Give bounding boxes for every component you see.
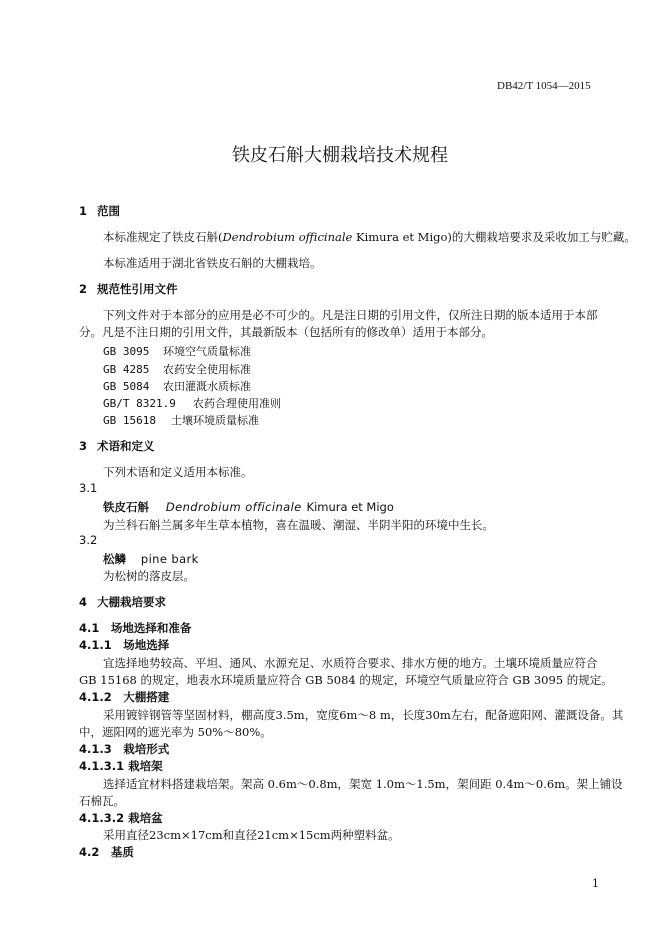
subsection-4-1-2-line-1: 采用镀锌钢管等坚固材料，棚高度3.5m，宽度6m～8 m，长度30m左右，配备遮阳网、灌溉设备。其 <box>103 708 624 722</box>
section-1-paragraph-1: 本标准规定了铁皮石斛(Dendrobium officinale Kimura et Migo)的大棚栽培要求及采收加工与贮藏。 <box>103 230 636 244</box>
subsection-4-1-3-1-line-2: 石棉瓦。 <box>79 794 125 808</box>
subsection-4-1-3-2-line-1: 采用直径23cm×17cm和直径21cm×15cm两种塑料盆。 <box>103 828 400 842</box>
doc-number: DB42/T 1054—2015 <box>497 80 591 92</box>
reference-item: GB 4285 农药安全使用标准 <box>103 363 251 376</box>
term-3-1-title: 铁皮石斛 Dendrobium officinale Kimura et Migo <box>103 500 394 514</box>
reference-item: GB 3095 环境空气质量标准 <box>103 345 251 358</box>
reference-item: GB 15618 土壤环境质量标准 <box>103 414 259 427</box>
term-3-1-number: 3.1 <box>79 481 98 495</box>
term-3-2-definition: 为松树的落皮层。 <box>103 569 195 583</box>
section-2-paragraph-line-2: 分。凡是不注日期的引用文件，其最新版本（包括所有的修改单）适用于本部分。 <box>79 325 493 339</box>
subsection-4-1-3-heading: 4.1.3 栽培形式 <box>79 742 170 756</box>
page-number: 1 <box>592 877 599 890</box>
section-1-heading: 1 范围 <box>79 204 120 218</box>
term-3-1-definition: 为兰科石斛兰属多年生草本植物，喜在温暖、潮湿、半阴半阳的环境中生长。 <box>103 518 494 532</box>
section-4-heading: 4 大棚栽培要求 <box>79 595 166 609</box>
section-2-paragraph-line-1: 下列文件对于本部分的应用是必不可少的。凡是注日期的引用文件，仅所注日期的版本适用于本部 <box>103 308 598 322</box>
subsection-4-1-2-heading: 4.1.2 大棚搭建 <box>79 690 170 704</box>
section-3-heading: 3 术语和定义 <box>79 439 155 453</box>
subsection-4-1-3-2-heading: 4.1.3.2 栽培盆 <box>79 811 163 825</box>
term-3-2-number: 3.2 <box>79 533 98 547</box>
subsection-4-1-2-line-2: 中，遮阳网的遮光率为 50%～80%。 <box>79 725 272 739</box>
reference-item: GB 5084 农田灌溉水质标准 <box>103 380 251 393</box>
section-2-heading: 2 规范性引用文件 <box>79 282 178 296</box>
subsection-4-1-1-line-1: 宜选择地势较高、平坦、通风、水源充足、水质符合要求、排水方便的地方。土壤环境质量应符合 <box>103 656 598 670</box>
section-1-paragraph-2: 本标准适用于湖北省铁皮石斛的大棚栽培。 <box>103 256 322 270</box>
section-3-intro: 下列术语和定义适用本标准。 <box>103 465 253 479</box>
subsection-4-2-heading: 4.2 基质 <box>79 845 134 859</box>
reference-item: GB/T 8321.9 农药合理使用准则 <box>103 397 281 410</box>
page-title: 铁皮石斛大棚栽培技术规程 <box>232 145 448 166</box>
subsection-4-1-1-heading: 4.1.1 场地选择 <box>79 638 170 652</box>
term-3-2-title: 松鳞 pine bark <box>103 552 199 566</box>
subsection-4-1-3-1-heading: 4.1.3.1 栽培架 <box>79 759 163 773</box>
subsection-4-1-3-1-line-1: 选择适宜材料搭建栽培架。架高 0.6m～0.8m，架宽 1.0m～1.5m，架间距 0.4m～0.6m。架上铺设 <box>103 777 623 791</box>
subsection-4-1-heading: 4.1 场地选择和准备 <box>79 621 192 635</box>
subsection-4-1-1-line-2: GB 15168 的规定，地表水环境质量应符合 GB 5084 的规定，环境空气质量应符合 GB 3095 的规定。 <box>79 673 613 687</box>
